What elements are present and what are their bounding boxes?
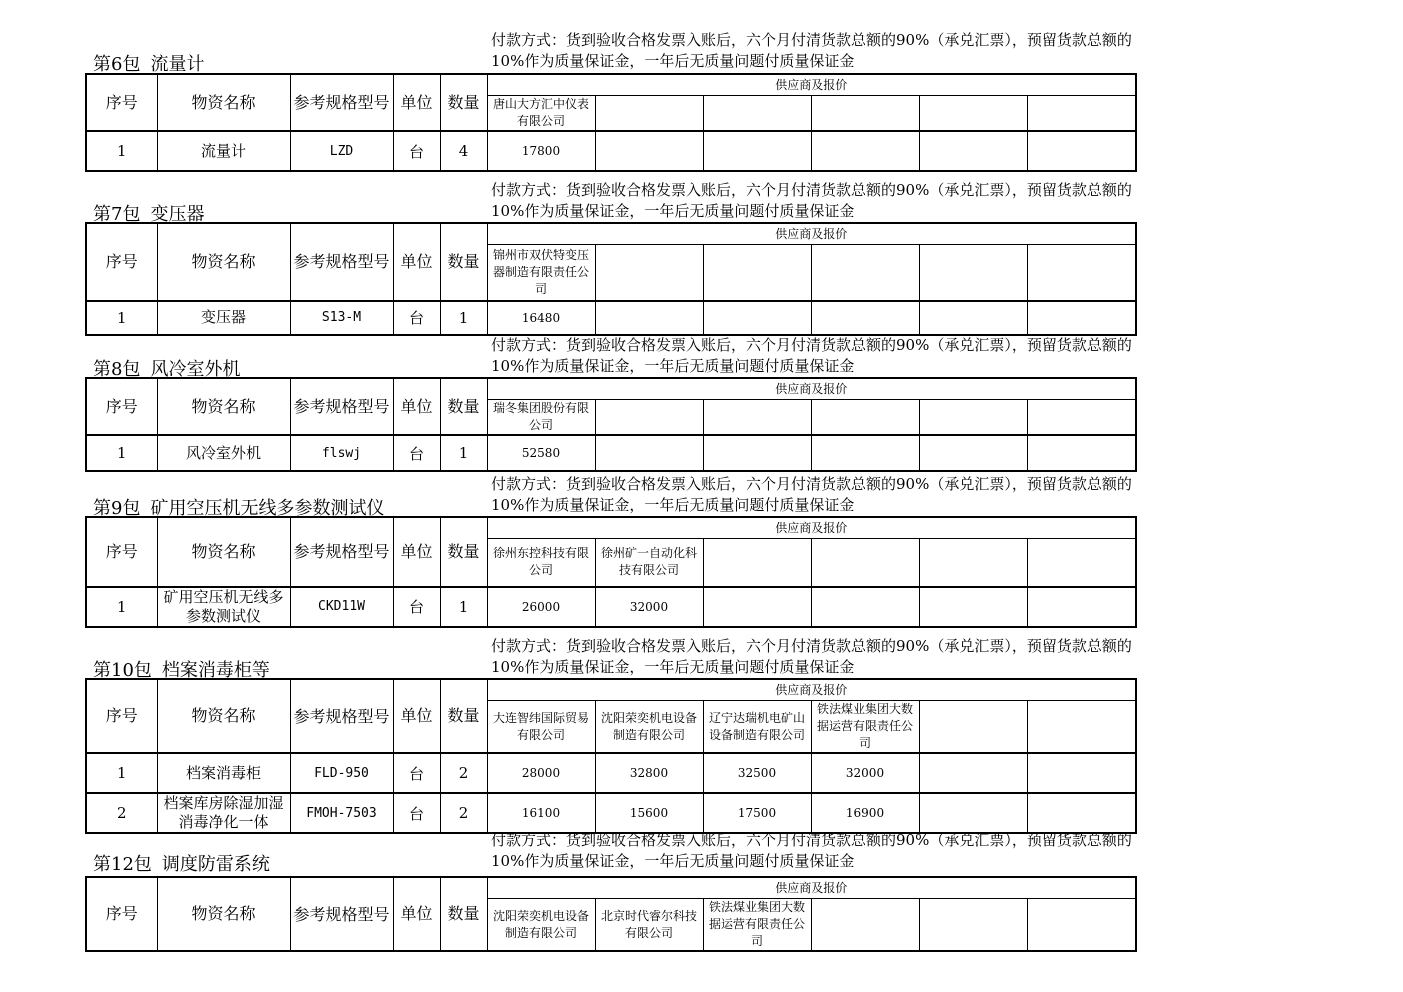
quote-price xyxy=(1027,587,1136,627)
item-spec: LZD xyxy=(290,131,393,171)
item-unit: 台 xyxy=(393,131,440,171)
payment-terms: 付款方式：货到验收合格发票入账后，六个月付清货款总额的90%（承兑汇票），预留货款总额的10%作为质量保证金，一年后无质量问题付质量保证金 xyxy=(491,831,1132,870)
item-index: 1 xyxy=(86,131,157,171)
quote-price xyxy=(703,587,811,627)
supplier-name: 铁法煤业集团大数据运营有限责任公司 xyxy=(703,899,811,952)
item-spec: S13-M xyxy=(290,301,393,335)
supplier-name xyxy=(1027,701,1136,754)
header-row xyxy=(86,223,1136,245)
quotation-table xyxy=(85,876,1137,952)
supplier-name: 沈阳荣奕机电设备制造有限公司 xyxy=(487,899,595,952)
supplier-name: 沈阳荣奕机电设备制造有限公司 xyxy=(595,701,703,754)
quote-price xyxy=(919,587,1027,627)
supplier-name xyxy=(811,245,919,301)
payment-terms: 付款方式：货到验收合格发票入账后，六个月付清货款总额的90%（承兑汇票），预留货款总额的10%作为质量保证金，一年后无质量问题付质量保证金 xyxy=(491,31,1132,70)
supplier-name: 辽宁达瑞机电矿山设备制造有限公司 xyxy=(703,701,811,754)
package-number: 第10包 xyxy=(93,660,152,681)
supplier-name xyxy=(703,96,811,132)
item-unit: 台 xyxy=(393,301,440,335)
column-header-spec: 参考规格型号 xyxy=(290,517,393,587)
quote-price xyxy=(811,131,919,171)
quote-price xyxy=(1027,753,1136,793)
column-header-index: 序号 xyxy=(86,74,157,131)
column-header-spec: 参考规格型号 xyxy=(290,74,393,131)
supplier-name xyxy=(919,539,1027,587)
quote-price xyxy=(1027,131,1136,171)
supplier-name: 徐州矿一自动化科技有限公司 xyxy=(595,539,703,587)
item-unit: 台 xyxy=(393,793,440,833)
supplier-name xyxy=(703,400,811,436)
column-header-index: 序号 xyxy=(86,517,157,587)
column-header-qty: 数量 xyxy=(440,679,487,753)
payment-terms: 付款方式：货到验收合格发票入账后，六个月付清货款总额的90%（承兑汇票），预留货款总额的10%作为质量保证金，一年后无质量问题付质量保证金 xyxy=(491,336,1132,375)
column-header-index: 序号 xyxy=(86,679,157,753)
column-header-spec: 参考规格型号 xyxy=(290,223,393,301)
column-header-unit: 单位 xyxy=(393,877,440,951)
column-header-name: 物资名称 xyxy=(157,378,290,435)
supplier-header: 供应商及报价 xyxy=(487,877,1136,899)
supplier-name xyxy=(1027,400,1136,436)
quote-price xyxy=(595,435,703,471)
column-header-spec: 参考规格型号 xyxy=(290,679,393,753)
supplier-name: 瑞冬集团股份有限公司 xyxy=(487,400,595,436)
quote-price xyxy=(703,131,811,171)
column-header-name: 物资名称 xyxy=(157,517,290,587)
package-name: 流量计 xyxy=(150,54,205,75)
item-spec: FLD-950 xyxy=(290,753,393,793)
supplier-name xyxy=(919,96,1027,132)
quotation-table xyxy=(85,377,1137,472)
column-header-name: 物资名称 xyxy=(157,223,290,301)
supplier-name: 铁法煤业集团大数据运营有限责任公司 xyxy=(811,701,919,754)
package-name: 变压器 xyxy=(150,204,205,225)
supplier-header: 供应商及报价 xyxy=(487,223,1136,245)
quote-price xyxy=(811,301,919,335)
table-row xyxy=(86,587,1136,627)
quote-price: 15600 xyxy=(595,793,703,833)
quote-price: 17500 xyxy=(703,793,811,833)
header-row xyxy=(86,517,1136,539)
quote-price xyxy=(703,435,811,471)
supplier-name xyxy=(595,245,703,301)
quote-price xyxy=(919,435,1027,471)
supplier-name xyxy=(919,245,1027,301)
column-header-qty: 数量 xyxy=(440,877,487,951)
item-name: 档案消毒柜 xyxy=(157,753,290,793)
item-spec: CKD11W xyxy=(290,587,393,627)
column-header-qty: 数量 xyxy=(440,74,487,131)
payment-terms: 付款方式：货到验收合格发票入账后，六个月付清货款总额的90%（承兑汇票），预留货款总额的10%作为质量保证金，一年后无质量问题付质量保证金 xyxy=(491,181,1132,220)
table-row xyxy=(86,435,1136,471)
package-name: 风冷室外机 xyxy=(150,359,241,380)
supplier-name: 大连智纬国际贸易有限公司 xyxy=(487,701,595,754)
header-row xyxy=(86,74,1136,96)
item-quantity: 1 xyxy=(440,435,487,471)
supplier-name xyxy=(1027,96,1136,132)
package-number: 第7包 xyxy=(93,204,141,225)
item-name: 变压器 xyxy=(157,301,290,335)
item-spec: FMOH-7503 xyxy=(290,793,393,833)
supplier-name xyxy=(1027,899,1136,952)
package-number: 第9包 xyxy=(93,498,141,519)
quote-price: 17800 xyxy=(487,131,595,171)
supplier-name xyxy=(595,400,703,436)
supplier-name xyxy=(811,400,919,436)
column-header-qty: 数量 xyxy=(440,223,487,301)
item-index: 1 xyxy=(86,301,157,335)
supplier-header: 供应商及报价 xyxy=(487,74,1136,96)
item-name: 档案库房除湿加湿消毒净化一体 xyxy=(157,793,290,833)
quote-price xyxy=(919,301,1027,335)
quote-price xyxy=(703,301,811,335)
supplier-name xyxy=(811,899,919,952)
supplier-name: 北京时代睿尔科技有限公司 xyxy=(595,899,703,952)
package-number: 第8包 xyxy=(93,359,141,380)
quote-price xyxy=(919,131,1027,171)
supplier-name xyxy=(1027,245,1136,301)
column-header-unit: 单位 xyxy=(393,679,440,753)
item-quantity: 1 xyxy=(440,587,487,627)
table-row xyxy=(86,131,1136,171)
quote-price xyxy=(1027,793,1136,833)
item-name: 流量计 xyxy=(157,131,290,171)
item-quantity: 2 xyxy=(440,753,487,793)
item-quantity: 2 xyxy=(440,793,487,833)
item-name: 矿用空压机无线多参数测试仪 xyxy=(157,587,290,627)
quote-price: 16100 xyxy=(487,793,595,833)
package-number: 第12包 xyxy=(93,854,152,875)
column-header-index: 序号 xyxy=(86,877,157,951)
item-unit: 台 xyxy=(393,435,440,471)
quote-price xyxy=(811,435,919,471)
supplier-name xyxy=(595,96,703,132)
supplier-name: 唐山大方汇中仪表有限公司 xyxy=(487,96,595,132)
supplier-header: 供应商及报价 xyxy=(487,679,1136,701)
quote-price xyxy=(1027,301,1136,335)
item-spec: flswj xyxy=(290,435,393,471)
supplier-header: 供应商及报价 xyxy=(487,378,1136,400)
table-row xyxy=(86,753,1136,793)
quote-price xyxy=(919,753,1027,793)
item-index: 1 xyxy=(86,753,157,793)
column-header-unit: 单位 xyxy=(393,517,440,587)
quote-price: 16900 xyxy=(811,793,919,833)
column-header-name: 物资名称 xyxy=(157,877,290,951)
payment-terms: 付款方式：货到验收合格发票入账后，六个月付清货款总额的90%（承兑汇票），预留货款总额的10%作为质量保证金，一年后无质量问题付质量保证金 xyxy=(491,475,1132,514)
item-index: 2 xyxy=(86,793,157,833)
column-header-index: 序号 xyxy=(86,223,157,301)
column-header-index: 序号 xyxy=(86,378,157,435)
column-header-unit: 单位 xyxy=(393,223,440,301)
supplier-name xyxy=(811,96,919,132)
quotation-table xyxy=(85,678,1137,834)
supplier-name xyxy=(919,701,1027,754)
quote-price xyxy=(595,301,703,335)
column-header-name: 物资名称 xyxy=(157,679,290,753)
quote-price: 52580 xyxy=(487,435,595,471)
supplier-name xyxy=(919,400,1027,436)
quote-price: 32000 xyxy=(811,753,919,793)
column-header-name: 物资名称 xyxy=(157,74,290,131)
supplier-name xyxy=(703,539,811,587)
quote-price xyxy=(595,131,703,171)
table-row xyxy=(86,301,1136,335)
package-name: 调度防雷系统 xyxy=(161,854,270,875)
supplier-name xyxy=(1027,539,1136,587)
header-row xyxy=(86,679,1136,701)
quote-price xyxy=(1027,435,1136,471)
table-row xyxy=(86,793,1136,833)
quote-price: 32000 xyxy=(595,587,703,627)
column-header-qty: 数量 xyxy=(440,378,487,435)
payment-terms: 付款方式：货到验收合格发票入账后，六个月付清货款总额的90%（承兑汇票），预留货款总额的10%作为质量保证金，一年后无质量问题付质量保证金 xyxy=(491,637,1132,676)
package-name: 档案消毒柜等 xyxy=(161,660,270,681)
supplier-name xyxy=(703,245,811,301)
quote-price: 32800 xyxy=(595,753,703,793)
item-index: 1 xyxy=(86,435,157,471)
package-number: 第6包 xyxy=(93,54,141,75)
item-quantity: 4 xyxy=(440,131,487,171)
item-unit: 台 xyxy=(393,753,440,793)
supplier-name: 徐州东控科技有限公司 xyxy=(487,539,595,587)
item-index: 1 xyxy=(86,587,157,627)
supplier-name xyxy=(811,539,919,587)
header-row xyxy=(86,877,1136,899)
package-name: 矿用空压机无线多参数测试仪 xyxy=(150,498,385,519)
quote-price xyxy=(811,587,919,627)
column-header-qty: 数量 xyxy=(440,517,487,587)
quote-price: 16480 xyxy=(487,301,595,335)
column-header-spec: 参考规格型号 xyxy=(290,877,393,951)
item-name: 风冷室外机 xyxy=(157,435,290,471)
quote-price xyxy=(919,793,1027,833)
supplier-name xyxy=(919,899,1027,952)
quote-price: 32500 xyxy=(703,753,811,793)
column-header-unit: 单位 xyxy=(393,378,440,435)
supplier-name: 锦州市双伏特变压器制造有限责任公司 xyxy=(487,245,595,301)
quote-price: 26000 xyxy=(487,587,595,627)
column-header-spec: 参考规格型号 xyxy=(290,378,393,435)
item-quantity: 1 xyxy=(440,301,487,335)
quotation-table xyxy=(85,73,1137,172)
package-title xyxy=(93,850,270,876)
quote-price: 28000 xyxy=(487,753,595,793)
column-header-unit: 单位 xyxy=(393,74,440,131)
quotation-table xyxy=(85,516,1137,628)
item-unit: 台 xyxy=(393,587,440,627)
header-row xyxy=(86,378,1136,400)
supplier-header: 供应商及报价 xyxy=(487,517,1136,539)
quotation-table xyxy=(85,222,1137,336)
